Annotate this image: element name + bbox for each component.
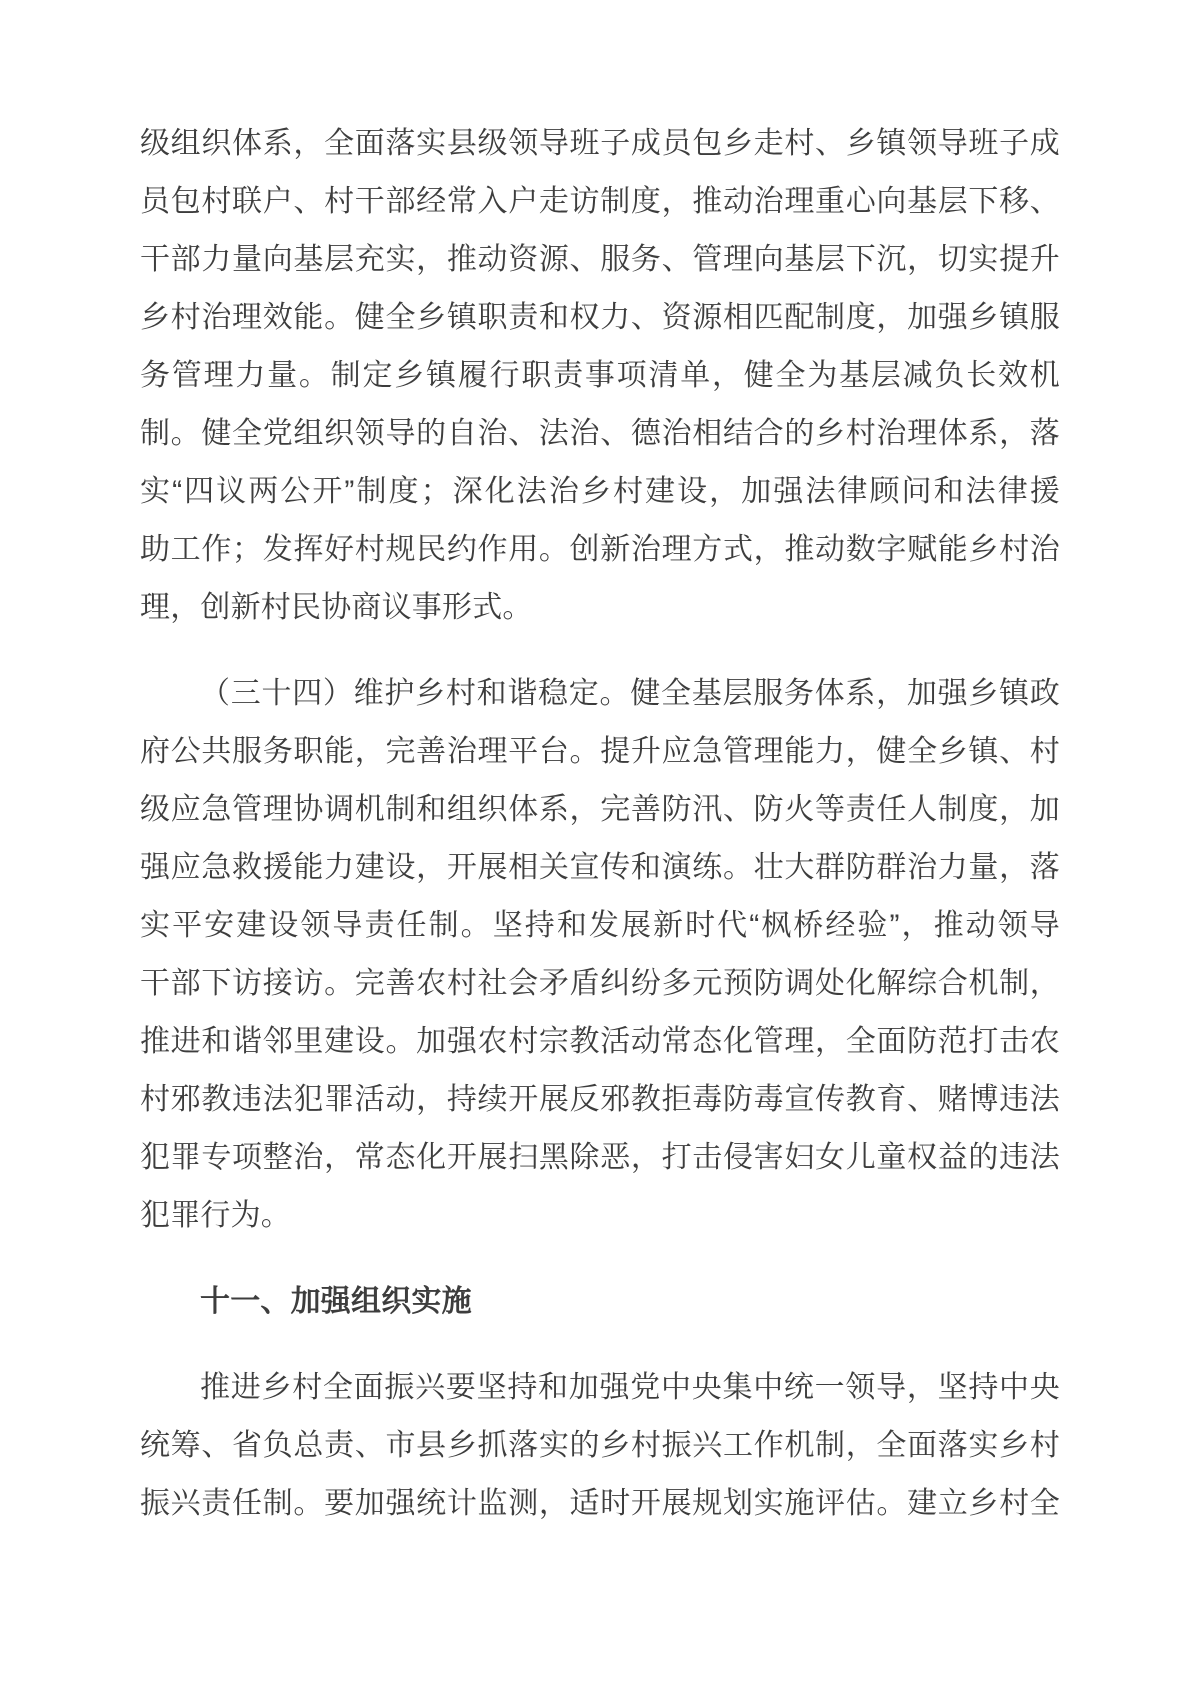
text-line: 级组织体系，全面落实县级领导班子成员包乡走村、乡镇领导班子成: [140, 127, 1060, 160]
text-line: 员包村联户、村干部经常入户走访制度，推动治理重心向基层下移、: [140, 185, 1060, 218]
document-content: [140, 115, 1060, 1533]
text-line: 实平安建设领导责任制。坚持和发展新时代“枫桥经验”，推动领导: [140, 909, 1060, 942]
paragraph: [140, 665, 1060, 1245]
text-line: 级应急管理协调机制和组织体系，完善防汛、防火等责任人制度，加: [140, 793, 1060, 826]
text-line: （三十四）维护乡村和谐稳定。健全基层服务体系，加强乡镇政: [200, 677, 1060, 710]
text-line: 推进和谐邻里建设。加强农村宗教活动常态化管理，全面防范打击农: [140, 1025, 1060, 1058]
text-line: 干部下访接访。完善农村社会矛盾纠纷多元预防调处化解综合机制，: [140, 967, 1060, 1000]
text-line: 实“四议两公开”制度；深化法治乡村建设，加强法律顾问和法律援: [140, 475, 1060, 508]
text-line: 犯罪行为。: [140, 1199, 291, 1232]
text-line: 振兴责任制。要加强统计监测，适时开展规划实施评估。建立乡村全: [140, 1487, 1060, 1520]
heading-text-line: 十一、加强组织实施: [200, 1285, 472, 1318]
text-line: 务管理力量。制定乡镇履行职责事项清单，健全为基层减负长效机: [140, 359, 1060, 392]
text-line: 推进乡村全面振兴要坚持和加强党中央集中统一领导，坚持中央: [200, 1371, 1060, 1404]
text-line: 理，创新村民协商议事形式。: [140, 591, 533, 624]
text-line: 村邪教违法犯罪活动，持续开展反邪教拒毒防毒宣传教育、赌博违法: [140, 1083, 1060, 1116]
text-line: 统筹、省负总责、市县乡抓落实的乡村振兴工作机制，全面落实乡村: [140, 1429, 1060, 1462]
text-line: 乡村治理效能。健全乡镇职责和权力、资源相匹配制度，加强乡镇服: [140, 301, 1060, 334]
paragraph: [140, 115, 1060, 637]
section-heading: [140, 1273, 1060, 1331]
text-line: 府公共服务职能，完善治理平台。提升应急管理能力，健全乡镇、村: [140, 735, 1060, 768]
text-line: 干部力量向基层充实，推动资源、服务、管理向基层下沉，切实提升: [140, 243, 1060, 276]
text-line: 制。健全党组织领导的自治、法治、德治相结合的乡村治理体系，落: [140, 417, 1060, 450]
text-line: 犯罪专项整治，常态化开展扫黑除恶，打击侵害妇女儿童权益的违法: [140, 1141, 1060, 1174]
text-line: 强应急救援能力建设，开展相关宣传和演练。壮大群防群治力量，落: [140, 851, 1060, 884]
paragraph: [140, 1359, 1060, 1533]
text-line: 助工作；发挥好村规民约作用。创新治理方式，推动数字赋能乡村治: [140, 533, 1060, 566]
